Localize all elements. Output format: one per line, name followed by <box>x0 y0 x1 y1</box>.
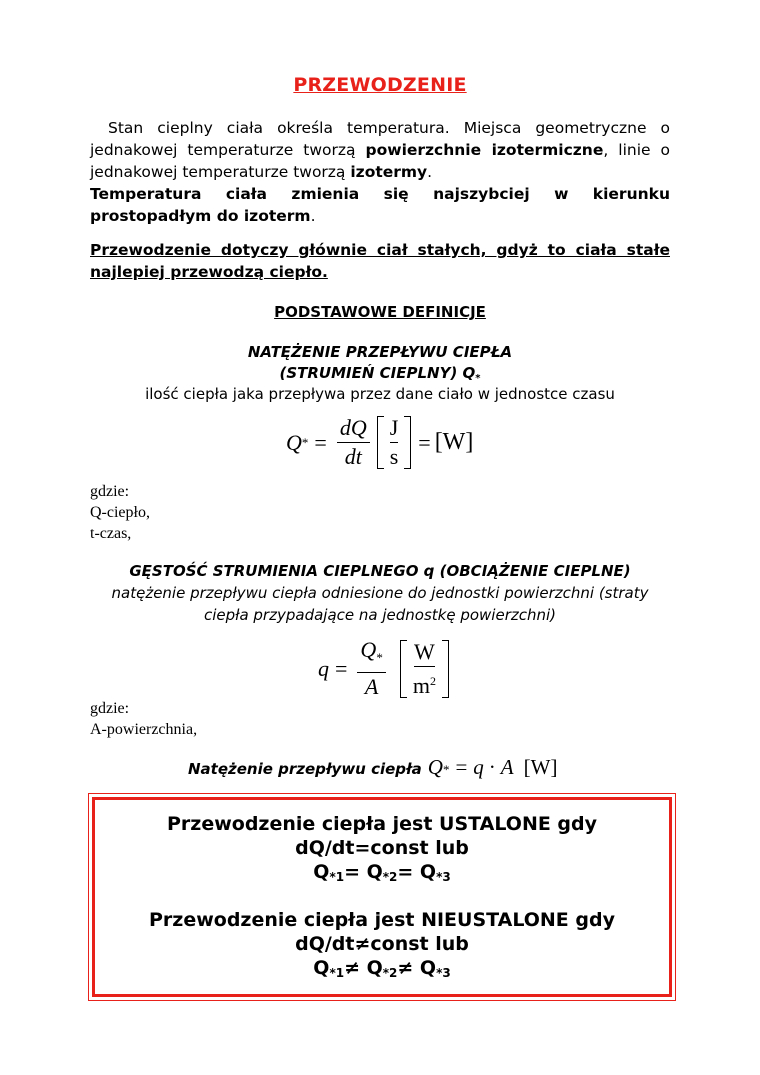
where-list-1: gdzie: Q-ciepło, t-czas, <box>90 483 150 542</box>
intro-paragraph-1 <box>90 117 670 183</box>
unsteady-conduction-line: Przewodzenie ciepła jest NIEUSTALONE gdy <box>148 909 615 931</box>
heat-flow-relation: Natężenie przepływu ciepła Q * = q · A [W] <box>188 755 558 779</box>
heat-flow-heading-line1: NATĘŻENIE PRZEPŁYWU CIEPŁA <box>247 343 513 361</box>
intro-text: , linie o jednakowej temperaturze tworzą <box>90 141 670 181</box>
unsteady-condition-line: dQ/dt≠const lub <box>295 933 469 955</box>
where-list-2: gdzie: A-powierzchnia, <box>90 700 198 738</box>
heat-flow-formula: Q * = $\frac{dQ}{dt}$ $\frac{J}{s}$ = [W] <box>286 415 474 469</box>
intro-text: Stan cieplny ciała określa temperatura. Miejsca geometryczne o jednakowej temperaturze tworzą <box>90 119 670 159</box>
unsteady-inequality-line: $Q_{*1}\ne Q_{*2}\ne Q_{*3}$ <box>313 957 451 980</box>
page-title: PRZEWODZENIE <box>293 74 467 96</box>
steady-equality-line: $Q_{*1}= Q_{*2}= Q_{*3}$ <box>313 861 451 884</box>
definitions-heading: PODSTAWOWE DEFINICJE <box>274 303 486 321</box>
steady-unsteady-conduction-box <box>92 797 672 997</box>
steady-conduction-line: Przewodzenie ciepła jest USTALONE gdy <box>166 813 598 835</box>
intro-text: . <box>427 163 433 181</box>
heat-flow-description: ilość ciepła jaka przepływa przez dane ciało w jednostce czasu <box>145 385 615 403</box>
isotherms-term: izotermy <box>350 163 428 181</box>
heat-flux-description-line1: natężenie przepływu ciepła odniesione do jednostki powierzchni (straty <box>111 584 649 602</box>
intro-paragraph-2: Temperatura ciała zmienia się najszybciej w kierunku prostopadłym do izoterm. <box>90 185 670 225</box>
temperature-statement: Temperatura ciała zmienia się najszybciej w kierunku prostopadłym do izoterm <box>90 185 670 225</box>
heat-flux-formula: q = $\frac{Q_*}{A}$ $\frac{W}{m^2}$ <box>318 638 452 699</box>
conduction-solids-statement: Przewodzenie dotyczy głównie ciał stałych, gdyż to ciała stałe najlepiej przewodzą ciepło. <box>90 241 670 281</box>
heat-flux-density-heading: GĘSTOŚĆ STRUMIENIA CIEPLNEGO q (OBCIĄŻENIE CIEPLNE) <box>129 562 631 580</box>
heat-flux-description-line2: ciepła przypadające na jednostkę powierzchni) <box>203 606 557 624</box>
steady-condition-line: dQ/dt=const lub <box>295 837 469 859</box>
heat-flow-heading-line2: (STRUMIEŃ CIEPLNY) $Q_*$ <box>279 364 481 384</box>
isothermal-surfaces-term: powierzchnie izotermiczne <box>365 141 604 159</box>
